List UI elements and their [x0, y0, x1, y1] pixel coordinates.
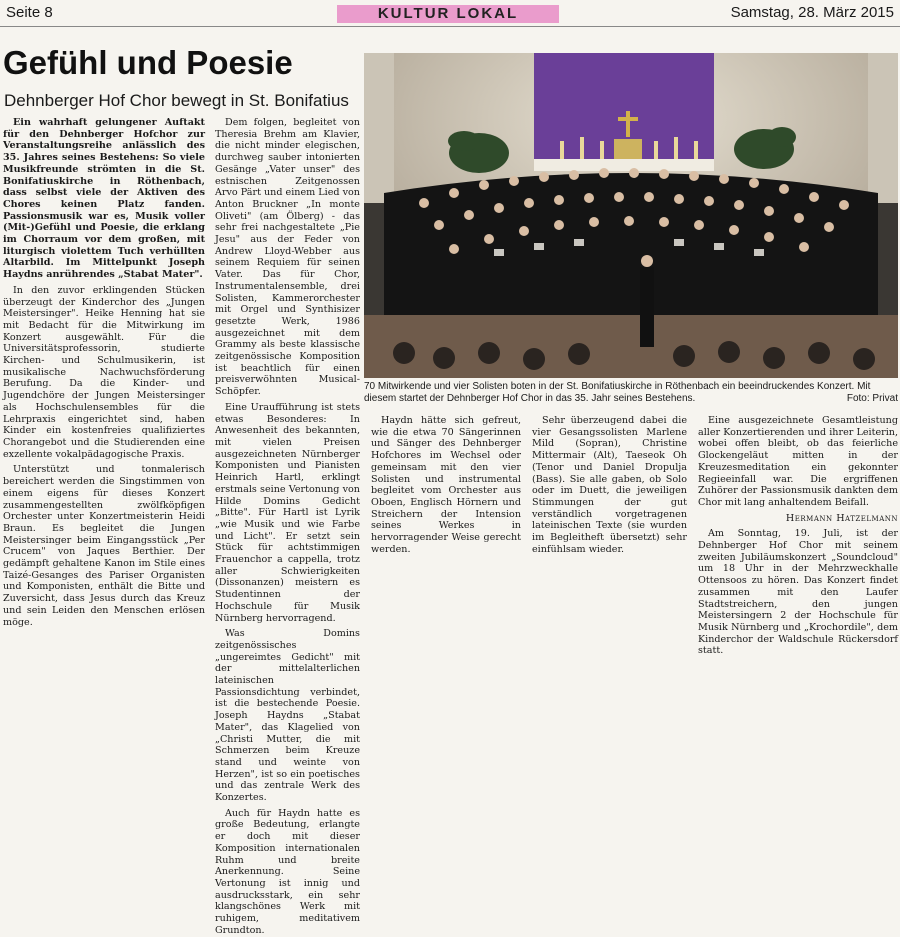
page-header: [0, 0, 900, 26]
conductor: [640, 267, 654, 347]
text-column-4: [532, 415, 687, 555]
body-paragraph: Haydn hätte sich gefreut, wie die etwa 70 Sängerinnen und Sänger des Dehnberger Hofchores im Wechsel oder gemeinsam mit den vier Solisten und instrumental begleitet vom Orchester aus Oboen, Englisch Hörnern und Streichern der Intension seines Werkes in hervorragender Weise gerecht werden.: [371, 415, 521, 555]
photo-caption: [364, 381, 898, 405]
body-paragraph: In den zuvor erklingenden Stücken überzeugt der Kinderchor des „Jungen Meistersinger". Heike Henning hat sie mit Bedacht für die Mitwirkung im Konzert ausgewählt. Für die Universitätsprofessorin, studierte Kirchen- und Schulmusikerin, ist musikalische Nachwuchsförderung Berufung. Da die Kinder- und Jugendchöre der Jungen Meistersinger als Hochschulensembles für die Lehrpraxis eingerichtet sind, haben Kinder ein kostenfreies qualifiziertes Chorangebot und die Studierenden eine exzellente vokalpädagogische Praxis.: [3, 284, 205, 460]
photo-credit: Foto: Privat: [846, 393, 898, 404]
body-paragraph: Sehr überzeugend dabei die vier Gesangssolisten Marlene Mild (Sopran), Christine Mittermair (Alt), Taeseok Oh (Tenor und Daniel Dropulja (Bass). Sie alle gaben, ob Solo oder im Duett, die jeweiligen Stimmungen der gut verständlich vorgetragenen lateinischen Texte (sie wurden im Begleitheft übersetzt) sehr einfühlsam wieder.: [532, 415, 687, 555]
cross-icon: [626, 111, 630, 137]
choir-in-church-image: [364, 53, 898, 378]
lead-paragraph: Ein wahrhaft gelungener Auftakt für den Dehnberger Hofchor zur Veranstaltungsreihe anlässlich des 35. Jahres seines Bestehens: So viele Musikfreunde strömten in die St. Bonifatiuskirche in Röthenbach, dass selbst viele der Aktiven des Chores keinen Platz fanden. Passionsmusik war es, Musik voller (Mit-)Gefühl und Poesie, die erklang im Chorraum vor dem großen, mit liturgisch violettem Tuch verhüllten Altarbild. Im Mittelpunkt Joseph Haydns anrührendes „Stabat Mater".: [3, 117, 205, 281]
body-paragraph: Eine ausgezeichnete Gesamtleistung aller Konzertierenden und ihrer Leiterin, wobei offen bleibt, ob das feierliche Glockengeläut mitten in der Kreuzesmeditation ein gekonnter Regieeinfall war. Die ergriffenen Zuhörer der Passionsmusik dankten dem Chor mit lang anhaltendem Beifall.: [698, 415, 898, 508]
author-byline: Hermann Hatzelmann: [785, 512, 898, 524]
body-paragraph: Dem folgen, begleitet von Theresia Brehm am Klavier, die nicht minder elegischen, durchweg sauber intonierten Gesänge „Vater unser" des estnischen Zeitgenossen Arvo Pärt und einem Lied von Anton Bruckner „In monte Oliveti" (am Ölberg) - das sehr frei nachgestaltete „Pie Jesu" aus der Feder von Andrew Lloyd-Webber aus seinem Requiem für seinen Vater. Das für Chor, Instrumentalensemble, drei Solisten, Kammerorchester mit Orgel und Synthisizer gesetzte Werk, 1986 ausgezeichnet mit dem Grammy als beste klassische zeitgenössische Komposition ist beachtlich für einen preisverwöhnten Musical-Schöpfer.: [215, 117, 360, 398]
headline: Gefühl und Poesie: [3, 44, 293, 81]
concert-photo: [364, 53, 898, 378]
text-column-5: [698, 415, 898, 657]
header-rule: [0, 26, 900, 27]
text-column-3: [371, 415, 521, 555]
text-column-2: [215, 117, 360, 936]
body-paragraph: Auch für Haydn hatte es große Bedeutung, erlangte er doch mit dieser Komposition internationalen Ruhm und breite Anerkennung. Seine Vertonung ist innig und ausdrucksstark, ein sehr klangschönes Werk mit ruhigem, meditativem Grundton.: [215, 807, 360, 936]
issue-date: Samstag, 28. März 2015: [730, 4, 894, 21]
body-paragraph: Was Domins zeitgenössisches „ungereimtes Gedicht" mit der mittelalterlichen lateinischen Passionsdichtung verbindet, ist die bestechende Poesie. Joseph Haydns „Stabat Mater", das Klagelied von „Christi Mutter, die mit Schmerzen beim Kreuze stand und weinte von Herzen", ist so ein poetisches und das zentrale Werk des Konzertes.: [215, 628, 360, 804]
subheadline: Dehnberger Hof Chor bewegt in St. Bonifatius: [4, 91, 349, 110]
section-label: KULTUR LOKAL: [337, 5, 559, 23]
page-number: Seite 8: [6, 4, 53, 21]
body-paragraph: Unterstützt und tonmalerisch bereichert werden die Singstimmen von einem eigens für dieses Konzert zusammengestellten zwölfköpfigen Orchester unter Konzertmeisterin Heidi Braun. Es begleitet die Jungen Meistersinger beim Eingangsstück „Per Crucem" von Jaques Berthier. Der gedämpft gehaltene Kanon im Stile eines Taizé-Gesanges des Pariser Organisten und Komponisten, enthält die Bitte und Zuversicht, dass Jesus durch das Kreuz und sein Leiden den Menschen erlösen möge.: [3, 464, 205, 628]
body-paragraph: Am Sonntag, 19. Juli, ist der Dehnberger Hof Chor mit seinem zweiten Jubiläumskonzert „Soundcloud" um 18 Uhr in der Mehrzweckhalle Ottensoos zu hören. Das Konzert findet zusammen mit den Laufer Stadtstreichern, den jungen Meistersingern 2 der Hochschule für Musik Nürnberg und „Krochordile", dem Kinderchor der Waldschule Rückersdorf statt.: [698, 528, 898, 657]
text-column-1: [3, 117, 205, 628]
caption-text: 70 Mitwirkende und vier Solisten boten in der St. Bonifatiuskirche in Röthenbach ein beeindruckendes Konzert. Mit diesem startet der Dehnberger Hof Chor in das 35. Jahr seines Bestehens.: [364, 381, 871, 404]
body-paragraph: Eine Uraufführung ist stets etwas Besonderes: In Anwesenheit des bekannten, mit vielen Preisen ausgezeichneten Nürnberger Komponisten und Pianisten Heinrich Hartl, erklingt erstmals seine Vertonung von Hilde Domins Gedicht „Bitte". Für Hartl ist Lyrik „wie Musik und wie Farbe und Licht". Er setzt sein Stück für achtstimmigen Frauenchor a cappella, trotz aller Schwierigkeiten (Dissonanzen) meistern es Studentinnen der Hochschule für Musik Nürnberg hervorragend.: [215, 401, 360, 624]
